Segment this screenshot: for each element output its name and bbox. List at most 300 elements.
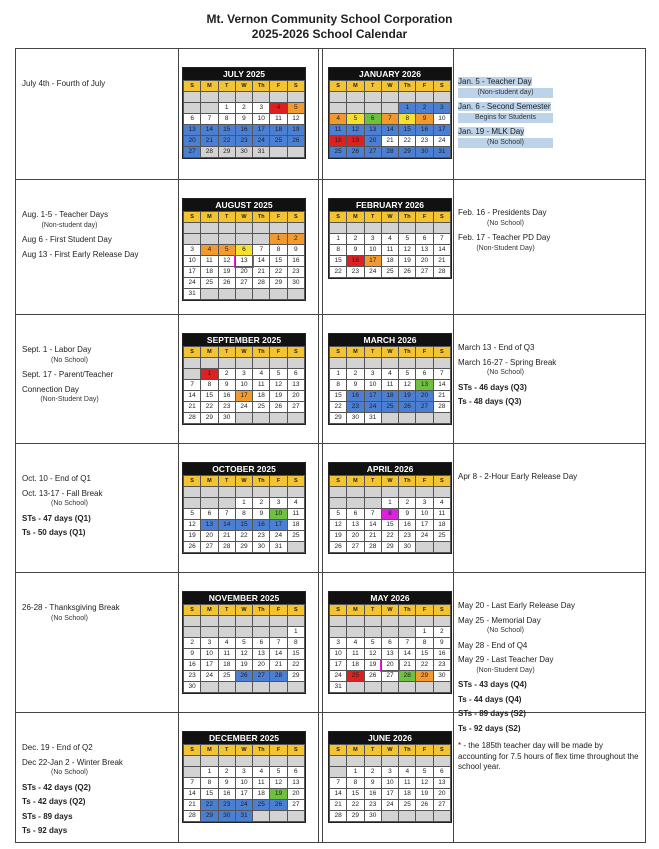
empty-cell <box>330 756 347 767</box>
day-cell: 25 <box>347 671 364 682</box>
day-cell: 1 <box>201 369 218 380</box>
month-calendar <box>328 198 452 279</box>
day-cell: 21 <box>270 660 287 671</box>
empty-cell <box>201 682 218 693</box>
day-header: W <box>381 347 398 358</box>
day-cell: 12 <box>184 520 201 531</box>
day-header: S <box>433 81 450 92</box>
day-cell: 29 <box>201 811 218 822</box>
day-header: T <box>218 605 235 616</box>
day-cell: 31 <box>253 147 270 158</box>
day-cell: 31 <box>433 147 450 158</box>
day-cell: 9 <box>218 380 235 391</box>
day-cell: 6 <box>201 509 218 520</box>
empty-cell <box>287 487 304 498</box>
day-cell: 30 <box>287 278 304 289</box>
day-cell: 11 <box>381 245 398 256</box>
day-header: M <box>347 347 364 358</box>
day-cell: 12 <box>399 380 416 391</box>
empty-cell <box>347 616 364 627</box>
day-header: S <box>184 605 201 616</box>
event-item <box>22 812 174 823</box>
day-cell: 29 <box>270 278 287 289</box>
month-calendar <box>328 731 452 823</box>
day-cell: 9 <box>347 380 364 391</box>
month-calendar <box>328 333 452 425</box>
empty-cell <box>235 358 252 369</box>
event-text: * - the 185th teacher day will be made by accounting for 7.5 hours of flex time throughout the school year. <box>458 741 639 771</box>
event-item <box>458 208 643 229</box>
day-cell: 23 <box>416 136 433 147</box>
empty-cell <box>184 616 201 627</box>
day-cell: 26 <box>330 542 347 553</box>
day-cell: 21 <box>364 531 381 542</box>
empty-cell <box>399 487 416 498</box>
day-header: S <box>433 476 450 487</box>
day-cell: 26 <box>218 278 235 289</box>
day-cell: 20 <box>287 391 304 402</box>
empty-cell <box>218 92 235 103</box>
day-cell: 7 <box>218 509 235 520</box>
day-cell: 9 <box>347 245 364 256</box>
event-text: Sept. 1 - Labor Day <box>22 345 92 354</box>
day-cell: 6 <box>381 638 398 649</box>
empty-cell <box>253 627 270 638</box>
day-header: F <box>270 605 287 616</box>
day-cell: 23 <box>399 531 416 542</box>
empty-cell <box>287 358 304 369</box>
day-cell: 7 <box>184 778 201 789</box>
day-cell: 6 <box>416 234 433 245</box>
day-cell: 1 <box>287 627 304 638</box>
event-text: Dec. 19 - End of Q2 <box>22 743 93 752</box>
event-text: March 13 - End of Q3 <box>458 343 535 352</box>
event-subtext: Begins for Students <box>458 113 553 124</box>
day-cell: 5 <box>364 638 381 649</box>
day-cell: 12 <box>347 125 364 136</box>
empty-cell <box>201 487 218 498</box>
day-cell: 16 <box>218 391 235 402</box>
empty-cell <box>347 682 364 693</box>
day-cell: 26 <box>270 800 287 811</box>
day-cell: 29 <box>287 671 304 682</box>
empty-cell <box>330 498 347 509</box>
month-calendar <box>182 67 306 159</box>
empty-cell <box>235 487 252 498</box>
day-header: M <box>201 347 218 358</box>
empty-cell <box>433 223 450 234</box>
event-item <box>458 102 643 123</box>
empty-cell <box>399 616 416 627</box>
day-cell: 18 <box>253 789 270 800</box>
empty-cell <box>399 92 416 103</box>
empty-cell <box>433 92 450 103</box>
day-cell: 8 <box>201 778 218 789</box>
day-cell: 12 <box>399 245 416 256</box>
day-cell: 13 <box>201 520 218 531</box>
day-cell: 8 <box>399 114 416 125</box>
day-cell: 22 <box>235 531 252 542</box>
day-cell: 19 <box>416 789 433 800</box>
day-cell: 2 <box>399 498 416 509</box>
month-calendar <box>182 591 306 694</box>
event-text: Sept. 17 - Parent/Teacher <box>22 370 114 379</box>
day-cell: 5 <box>270 767 287 778</box>
event-item <box>458 77 643 98</box>
day-cell: 20 <box>235 267 252 278</box>
event-text: Ts - 44 days (Q4) <box>458 694 522 704</box>
day-cell: 9 <box>364 778 381 789</box>
day-cell: 17 <box>270 520 287 531</box>
event-item <box>22 758 174 779</box>
event-text: May 29 - Last Teacher Day <box>458 655 554 664</box>
day-cell: 5 <box>347 114 364 125</box>
empty-cell <box>270 682 287 693</box>
day-header: S <box>433 212 450 223</box>
empty-cell <box>399 811 416 822</box>
event-item <box>458 472 643 483</box>
month-calendar <box>328 591 452 694</box>
empty-cell <box>235 289 252 300</box>
day-header: W <box>381 81 398 92</box>
empty-cell <box>218 223 235 234</box>
day-cell: 15 <box>218 125 235 136</box>
day-cell: 13 <box>416 245 433 256</box>
empty-cell <box>253 358 270 369</box>
day-cell: 7 <box>433 369 450 380</box>
event-item <box>22 345 174 366</box>
day-cell: 16 <box>218 789 235 800</box>
day-cell: 1 <box>330 234 347 245</box>
empty-cell <box>201 234 218 245</box>
day-cell: 6 <box>287 369 304 380</box>
day-header: S <box>433 605 450 616</box>
event-text: Dec 22-Jan 2 - Winter Break <box>22 757 123 767</box>
event-text: Jan. 6 - Second Semester <box>458 102 551 111</box>
day-cell: 10 <box>184 256 201 267</box>
empty-cell <box>416 682 433 693</box>
day-cell: 10 <box>364 380 381 391</box>
event-subtext: (No School) <box>487 369 524 376</box>
day-cell: 22 <box>416 660 433 671</box>
day-cell: 10 <box>201 649 218 660</box>
empty-cell <box>364 92 381 103</box>
event-subtext: (No School) <box>487 219 524 227</box>
day-cell: 28 <box>201 147 218 158</box>
day-cell: 17 <box>364 391 381 402</box>
day-header: T <box>364 212 381 223</box>
day-header: M <box>347 81 364 92</box>
day-cell: 12 <box>235 649 252 660</box>
empty-cell <box>184 92 201 103</box>
day-cell: 19 <box>399 391 416 402</box>
empty-cell <box>381 627 398 638</box>
day-cell: 25 <box>381 267 398 278</box>
event-text: STs - 89 days (S2) <box>458 709 526 718</box>
day-cell: 25 <box>381 402 398 413</box>
month-title: NOVEMBER 2025 <box>183 592 305 604</box>
day-cell: 27 <box>201 542 218 553</box>
event-item <box>22 210 174 231</box>
day-cell: 27 <box>253 671 270 682</box>
day-cell: 18 <box>287 520 304 531</box>
day-cell: 22 <box>381 531 398 542</box>
day-cell: 4 <box>381 234 398 245</box>
day-cell: 22 <box>270 267 287 278</box>
event-text: STs - 46 days (Q3) <box>458 382 527 392</box>
day-cell: 2 <box>218 767 235 778</box>
event-item <box>22 514 174 525</box>
empty-cell <box>399 358 416 369</box>
day-header: Th <box>399 81 416 92</box>
event-item <box>22 474 174 485</box>
day-cell: 19 <box>287 125 304 136</box>
day-cell: 30 <box>364 811 381 822</box>
day-cell: 20 <box>287 789 304 800</box>
page-subtitle: 2025-2026 School Calendar <box>251 27 408 41</box>
month-title: FEBRUARY 2026 <box>329 199 451 211</box>
day-cell: 27 <box>433 800 450 811</box>
day-cell: 26 <box>416 800 433 811</box>
event-item <box>458 358 643 379</box>
day-header: W <box>235 605 252 616</box>
day-cell: 31 <box>235 811 252 822</box>
empty-cell <box>218 616 235 627</box>
empty-cell <box>270 358 287 369</box>
day-cell: 25 <box>218 671 235 682</box>
empty-cell <box>270 627 287 638</box>
day-cell: 17 <box>235 789 252 800</box>
day-cell: 27 <box>184 147 201 158</box>
event-text: Ts - 92 days <box>22 826 68 835</box>
day-cell: 24 <box>330 671 347 682</box>
day-cell: 10 <box>364 245 381 256</box>
day-cell: 13 <box>364 125 381 136</box>
day-header: M <box>201 745 218 756</box>
empty-cell <box>347 756 364 767</box>
day-header: T <box>218 347 235 358</box>
day-cell: 29 <box>416 671 433 682</box>
day-cell: 27 <box>287 402 304 413</box>
day-cell: 31 <box>184 289 201 300</box>
day-header: F <box>416 347 433 358</box>
day-header: T <box>218 745 235 756</box>
day-cell: 25 <box>399 800 416 811</box>
day-cell: 21 <box>433 256 450 267</box>
day-header: Th <box>399 347 416 358</box>
day-header: S <box>184 81 201 92</box>
day-cell: 8 <box>270 245 287 256</box>
empty-cell <box>235 92 252 103</box>
day-cell: 15 <box>330 391 347 402</box>
day-cell: 11 <box>287 509 304 520</box>
empty-cell <box>235 234 252 245</box>
empty-cell <box>364 627 381 638</box>
day-cell: 13 <box>184 125 201 136</box>
day-cell: 12 <box>270 778 287 789</box>
day-cell: 22 <box>201 800 218 811</box>
empty-cell <box>270 223 287 234</box>
month-calendar <box>182 198 306 301</box>
day-cell: 1 <box>399 103 416 114</box>
day-cell: 3 <box>253 103 270 114</box>
day-cell: 18 <box>218 660 235 671</box>
event-item <box>22 603 174 624</box>
month-title: OCTOBER 2025 <box>183 463 305 475</box>
empty-cell <box>330 767 347 778</box>
day-cell: 14 <box>253 256 270 267</box>
day-cell: 13 <box>253 649 270 660</box>
day-cell: 26 <box>287 136 304 147</box>
event-text: May 25 - Memorial Day <box>458 615 541 625</box>
day-header: S <box>287 347 304 358</box>
day-cell: 2 <box>235 103 252 114</box>
empty-cell <box>381 223 398 234</box>
day-cell: 11 <box>433 509 450 520</box>
day-header: F <box>270 81 287 92</box>
day-cell: 20 <box>416 256 433 267</box>
day-cell: 15 <box>416 649 433 660</box>
day-cell: 8 <box>287 638 304 649</box>
day-cell: 26 <box>399 402 416 413</box>
day-cell: 22 <box>330 267 347 278</box>
day-cell: 3 <box>364 234 381 245</box>
day-cell: 28 <box>433 402 450 413</box>
event-text: Feb. 17 - Teacher PD Day <box>458 233 551 242</box>
month-calendar <box>182 462 306 554</box>
day-cell: 28 <box>270 671 287 682</box>
day-cell: 21 <box>253 267 270 278</box>
day-cell: 14 <box>184 789 201 800</box>
day-cell: 14 <box>381 125 398 136</box>
day-cell: 21 <box>399 660 416 671</box>
day-header: S <box>287 605 304 616</box>
day-cell: 5 <box>287 103 304 114</box>
empty-cell <box>364 223 381 234</box>
day-cell: 7 <box>433 234 450 245</box>
day-header: M <box>347 212 364 223</box>
empty-cell <box>347 103 364 114</box>
empty-cell <box>201 92 218 103</box>
empty-cell <box>330 92 347 103</box>
day-cell: 8 <box>201 380 218 391</box>
day-header: Th <box>253 476 270 487</box>
day-cell: 7 <box>330 778 347 789</box>
day-cell: 7 <box>184 380 201 391</box>
day-cell: 31 <box>270 542 287 553</box>
empty-cell <box>253 289 270 300</box>
empty-cell <box>381 487 398 498</box>
day-cell: 15 <box>347 789 364 800</box>
day-cell: 1 <box>270 234 287 245</box>
empty-cell <box>399 756 416 767</box>
day-cell: 19 <box>218 267 235 278</box>
day-header: T <box>364 605 381 616</box>
day-cell: 12 <box>270 380 287 391</box>
day-cell: 25 <box>270 136 287 147</box>
day-cell: 18 <box>399 789 416 800</box>
day-cell: 19 <box>184 531 201 542</box>
day-header: S <box>184 476 201 487</box>
month-title: SEPTEMBER 2025 <box>183 334 305 346</box>
day-cell: 18 <box>270 125 287 136</box>
day-cell: 12 <box>364 649 381 660</box>
day-cell: 10 <box>235 778 252 789</box>
empty-cell <box>218 756 235 767</box>
empty-cell <box>347 92 364 103</box>
day-cell: 18 <box>381 256 398 267</box>
day-cell: 24 <box>184 278 201 289</box>
empty-cell <box>235 223 252 234</box>
day-cell: 3 <box>381 767 398 778</box>
empty-cell <box>364 616 381 627</box>
day-cell: 15 <box>201 391 218 402</box>
day-header: Th <box>399 212 416 223</box>
day-cell: 3 <box>184 245 201 256</box>
event-text: Aug 13 - First Early Release Day <box>22 249 139 259</box>
empty-cell <box>184 358 201 369</box>
empty-cell <box>364 487 381 498</box>
day-cell: 7 <box>253 245 270 256</box>
day-cell: 15 <box>399 125 416 136</box>
day-cell: 17 <box>381 789 398 800</box>
day-cell: 16 <box>287 256 304 267</box>
day-cell: 4 <box>399 767 416 778</box>
empty-cell <box>287 811 304 822</box>
day-cell: 17 <box>184 267 201 278</box>
day-cell: 3 <box>416 498 433 509</box>
day-cell: 11 <box>347 649 364 660</box>
month-title: DECEMBER 2025 <box>183 732 305 744</box>
empty-cell <box>253 811 270 822</box>
day-header: F <box>416 212 433 223</box>
day-cell: 28 <box>399 671 416 682</box>
day-cell: 29 <box>347 811 364 822</box>
day-cell: 10 <box>253 114 270 125</box>
day-cell: 12 <box>218 256 235 267</box>
day-cell: 17 <box>330 660 347 671</box>
day-cell: 16 <box>433 649 450 660</box>
empty-cell <box>416 413 433 424</box>
day-header: M <box>347 605 364 616</box>
day-cell: 19 <box>347 136 364 147</box>
day-cell: 25 <box>330 147 347 158</box>
day-cell: 22 <box>287 660 304 671</box>
event-text: Jan. 19 - MLK Day <box>458 127 525 136</box>
empty-cell <box>399 223 416 234</box>
empty-cell <box>381 358 398 369</box>
day-header: F <box>270 745 287 756</box>
day-cell: 8 <box>330 245 347 256</box>
month-title: AUGUST 2025 <box>183 199 305 211</box>
empty-cell <box>270 92 287 103</box>
day-cell: 23 <box>235 136 252 147</box>
empty-cell <box>253 92 270 103</box>
day-header: M <box>201 81 218 92</box>
empty-cell <box>270 487 287 498</box>
empty-cell <box>218 358 235 369</box>
event-subtext: (Non-student day) <box>41 221 98 229</box>
day-header: T <box>364 745 381 756</box>
empty-cell <box>381 682 398 693</box>
day-cell: 29 <box>399 147 416 158</box>
empty-cell <box>253 756 270 767</box>
day-header: T <box>364 476 381 487</box>
empty-cell <box>364 498 381 509</box>
day-cell: 25 <box>287 531 304 542</box>
empty-cell <box>381 103 398 114</box>
day-cell: 20 <box>364 136 381 147</box>
